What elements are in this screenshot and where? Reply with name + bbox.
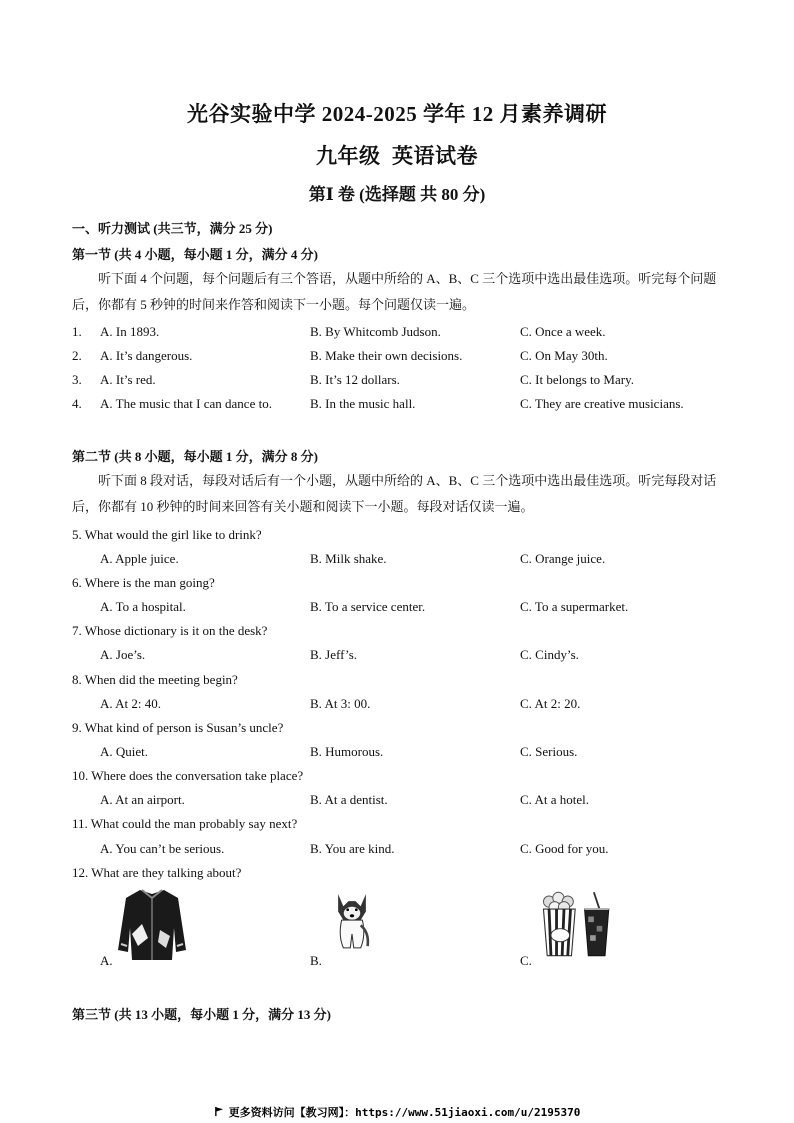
option-a: A. It’s red. xyxy=(100,372,156,387)
option-a: A. In 1893. xyxy=(100,324,160,339)
option-c: C. They are creative musicians. xyxy=(520,396,684,411)
option-b: B. By Whitcomb Judson. xyxy=(310,324,441,339)
option-b: B. Jeff’s. xyxy=(310,647,358,662)
footer-link[interactable]: 更多资料访问【教习网】：https://www.51jiaoxi.com/u/2195370 xyxy=(228,1106,581,1119)
question-text: 11. What could the man probably say next? xyxy=(72,816,298,831)
option-a: A. The music that I can dance to. xyxy=(100,396,272,411)
question-text: 7. Whose dictionary is it on the desk? xyxy=(72,623,268,638)
section2-instructions: 听下面 8 段对话，每段对话后有一个小题，从题中所给的 A、B、C 三个选项中选出最佳选项。听完每段对话后，你都有 10 秒钟的时间来回答有关小题和阅读下一小题。每段对话仅读一遍。 xyxy=(72,473,717,514)
question-text: 12. What are they talking about? xyxy=(72,865,242,880)
option-b: B. Humorous. xyxy=(310,744,384,759)
option-c: C. Once a week. xyxy=(520,324,606,339)
option-b: B. It’s 12 dollars. xyxy=(310,372,400,387)
option-b: B. At 3: 00. xyxy=(310,696,371,711)
jacket-image xyxy=(112,884,192,964)
option-b: B. You are kind. xyxy=(310,841,395,856)
option-c-label: C. xyxy=(520,953,532,968)
question-text: 6. Where is the man going? xyxy=(72,575,215,590)
option-b: B. To a service center. xyxy=(310,599,426,614)
option-b: B. Make their own decisions. xyxy=(310,348,463,363)
question-text: 10. Where does the conversation take place? xyxy=(72,768,304,783)
option-c: C. It belongs to Mary. xyxy=(520,372,634,387)
option-b: B. In the music hall. xyxy=(310,396,416,411)
item-number: 3. xyxy=(72,372,82,387)
option-b-label: B. xyxy=(310,953,322,968)
exam-title: 九年级 英语试卷 xyxy=(316,144,478,168)
item-number: 2. xyxy=(72,348,82,363)
option-c: C. At a hotel. xyxy=(520,792,589,807)
option-c: C. Orange juice. xyxy=(520,551,606,566)
option-c: C. Good for you. xyxy=(520,841,609,856)
option-a: A. Quiet. xyxy=(100,744,149,759)
option-b: B. Milk shake. xyxy=(310,551,387,566)
dog-image xyxy=(326,886,378,956)
option-a: A. Joe’s. xyxy=(100,647,146,662)
option-a: A. You can’t be serious. xyxy=(100,841,225,856)
question-text: 8. When did the meeting begin? xyxy=(72,672,238,687)
option-a: A. At an airport. xyxy=(100,792,185,807)
flag-icon xyxy=(214,1106,225,1117)
school-title: 光谷实验中学 2024-2025 学年 12 月素养调研 xyxy=(187,102,607,126)
option-a: A. At 2: 40. xyxy=(100,696,162,711)
option-c: C. At 2: 20. xyxy=(520,696,581,711)
popcorn-drink-image xyxy=(536,886,620,962)
option-a-label: A. xyxy=(100,953,113,968)
question-text: 9. What kind of person is Susan’s uncle? xyxy=(72,720,284,735)
section3-heading: 第三节 (共 13 小题，每小题 1 分，满分 13 分) xyxy=(72,1007,331,1022)
section1-heading: 第一节 (共 4 小题，每小题 1 分，满分 4 分) xyxy=(72,247,318,262)
option-a: A. To a hospital. xyxy=(100,599,186,614)
question-text: 5. What would the girl like to drink? xyxy=(72,527,262,542)
option-c: C. To a supermarket. xyxy=(520,599,629,614)
option-a: A. Apple juice. xyxy=(100,551,179,566)
volume-title: 第Ⅰ 卷 (选择题 共 80 分) xyxy=(308,185,486,204)
option-c: C. On May 30th. xyxy=(520,348,608,363)
section2-heading: 第二节 (共 8 小题，每小题 1 分，满分 8 分) xyxy=(72,449,318,464)
item-number: 4. xyxy=(72,396,82,411)
footer xyxy=(0,1103,794,1121)
option-c: C. Cindy’s. xyxy=(520,647,579,662)
option-b: B. At a dentist. xyxy=(310,792,388,807)
part1-heading: 一、听力测试 (共三节，满分 25 分) xyxy=(72,221,273,236)
item-number: 1. xyxy=(72,324,82,339)
option-a: A. It’s dangerous. xyxy=(100,348,193,363)
option-c: C. Serious. xyxy=(520,744,578,759)
section1-instructions: 听下面 4 个问题，每个问题后有三个答语，从题中所给的 A、B、C 三个选项中选出最佳选项。听完每个问题后，你都有 5 秒钟的时间来作答和阅读下一小题。每个问题仅读一遍。 xyxy=(72,271,717,312)
